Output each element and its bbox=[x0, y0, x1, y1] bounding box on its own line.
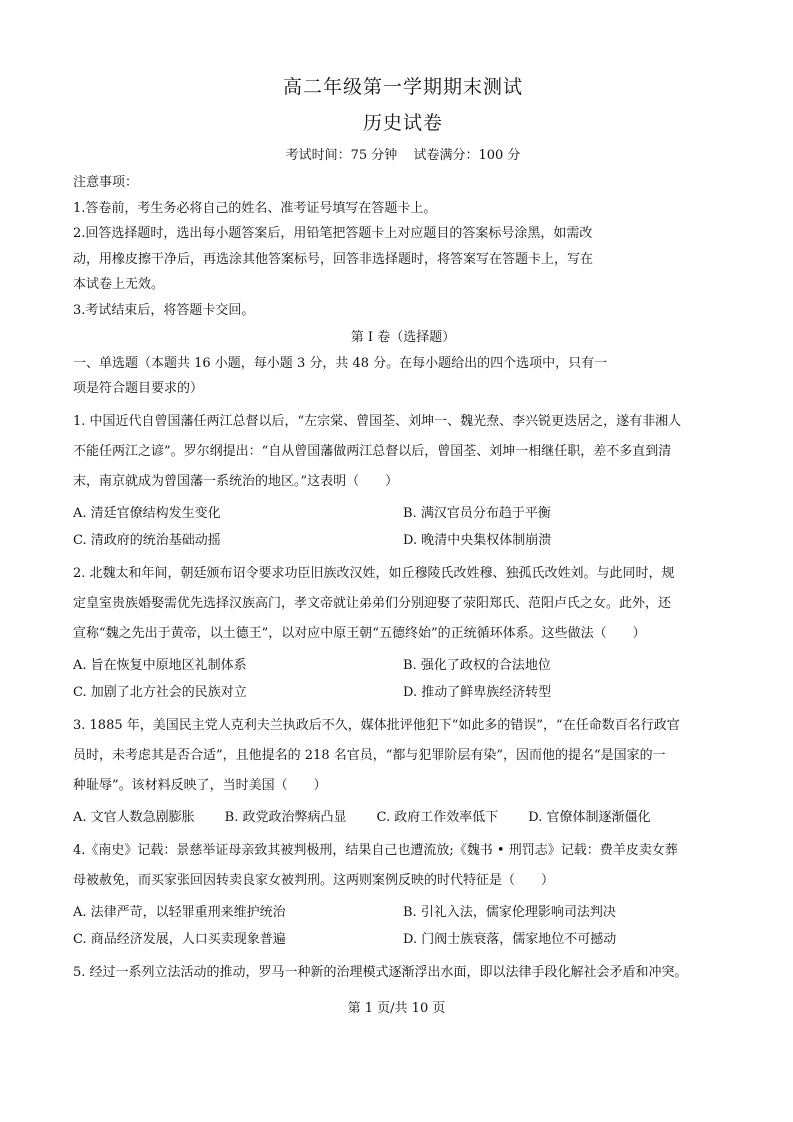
option-a: A. 清廷官僚结构发生变化 bbox=[73, 505, 221, 521]
question-text-line: 4.《南史》记载：景慈举证母亲致其被判极刑，结果自己也遭流放;《魏书 • 刑罚志》记载：费羊皮卖女葬 bbox=[73, 842, 678, 858]
question-text-line: 定皇室贵族婚娶需优先选择汉族高门，孝文帝就让弟弟们分别迎娶了荥阳郑氏、范阳卢氏之女。此外，还 bbox=[73, 595, 672, 611]
option-b: B. 引礼入法，儒家伦理影响司法判决 bbox=[403, 904, 616, 920]
question-text-line: 母被赦免，而买家张回因转卖良家女被判刑。这两则案例反映的时代特征是（ ） bbox=[73, 872, 555, 888]
option-b: B. 政党政治弊病凸显 bbox=[224, 809, 347, 825]
option-b: B. 满汉官员分布趋于平衡 bbox=[403, 505, 551, 521]
option-c: C. 加剧了北方社会的民族对立 bbox=[73, 684, 247, 700]
notes-line: 3.考试结束后，将答题卡交回。 bbox=[73, 302, 255, 318]
question-text-line: 5. 经过一系列立法活动的推动，罗马一种新的治理模式逐渐浮出水面，即以法律手段化解社会矛盾和冲突。 bbox=[73, 964, 688, 980]
option-c: C. 商品经济发展，人口买卖现象普遍 bbox=[73, 931, 286, 947]
section-instructions bbox=[73, 351, 733, 402]
notes-line: 1.答卷前，考生务必将自己的姓名、准考证号填写在答题卡上。 bbox=[73, 200, 437, 216]
option-b: B. 强化了政权的合法地位 bbox=[403, 657, 551, 673]
question-text-line: 不能任两江之谚”。罗尔纲提出：“自从曾国藩做两江总督以后，曾国荃、刘坤一相继任职，差不多直到清 bbox=[73, 443, 672, 459]
option-c: C. 清政府的统治基础动摇 bbox=[73, 532, 221, 548]
notes-line: 2.回答选择题时，选出每小题答案后，用铅笔把答题卡上对应题目的答案标号涂黑，如需改 bbox=[73, 226, 593, 241]
exam-time: 考试时间：75 分钟 bbox=[285, 148, 398, 163]
page-footer: 第 1 页/共 10 页 bbox=[347, 1001, 446, 1016]
option-d: D. 推动了鲜卑族经济转型 bbox=[403, 684, 552, 700]
exam-meta bbox=[73, 144, 733, 168]
options bbox=[73, 500, 733, 554]
section-title: 第 I 卷（选择题） bbox=[350, 330, 456, 345]
options bbox=[73, 899, 733, 953]
question-1 bbox=[73, 407, 733, 554]
question-text-line: 3. 1885 年，美国民主党人克利夫兰执政后不久，媒体批评他犯下“如此多的错误”，“在任命数百名行政官 bbox=[73, 717, 680, 733]
instruction-line: 项是符合题目要求的） bbox=[73, 381, 204, 396]
question-4 bbox=[73, 836, 733, 953]
question-5 bbox=[73, 958, 733, 988]
exam-subject: 历史试卷 bbox=[362, 112, 443, 134]
option-d: D. 晚清中央集权体制崩溃 bbox=[403, 532, 552, 548]
instruction-line: 一、单选题（本题共 16 小题，每小题 3 分，共 48 分。在每小题给出的四个选项中，只有一 bbox=[73, 355, 608, 371]
question-text-line: 宣称“魏之先出于黄帝，以土德王”，以对应中原王朝“五德终始”的正统循环体系。这些做法（ ） bbox=[73, 625, 646, 641]
notes-line: 本试卷上无效。 bbox=[73, 277, 165, 292]
question-2 bbox=[73, 559, 733, 706]
question-text-line: 1. 中国近代自曾国藩任两江总督以后，“左宗棠、曾国荃、刘坤一、魏光焘、李兴锐更迭居之，遂有非湘人 bbox=[73, 413, 682, 429]
notes-block bbox=[73, 170, 733, 323]
option-c: C. 政府工作效率低下 bbox=[376, 809, 499, 825]
notes-heading: 注意事项： bbox=[73, 175, 139, 190]
question-text-line: 种耻辱”。该材料反映了，当时美国（ ） bbox=[73, 777, 327, 793]
option-d: D. 官僚体制逐渐僵化 bbox=[528, 809, 651, 825]
options bbox=[73, 804, 733, 831]
question-text-line: 员时，未考虑其是否合适”，且他提名的 218 名官员，“都与犯罪阶层有染”，因而他的提名“是国家的一 bbox=[73, 747, 666, 763]
options bbox=[73, 652, 733, 706]
notes-line: 动，用橡皮擦干净后，再选涂其他答案标号，回答非选择题时，将答案写在答题卡上，写在 bbox=[73, 251, 594, 267]
option-a: A. 旨在恢复中原地区礼制体系 bbox=[73, 657, 247, 673]
question-text-line: 2. 北魏太和年间，朝廷颁布诏令要求功臣旧族改汉姓，如丘穆陵氏改姓穆、独孤氏改姓刘。与此同时，规 bbox=[73, 565, 675, 581]
option-a: A. 法律严苛，以轻罪重刑来维护统治 bbox=[73, 904, 286, 920]
question-text-line: 末，南京就成为曾国藩一系统治的地区。”这表明（ ） bbox=[73, 473, 399, 489]
question-3 bbox=[73, 711, 733, 831]
option-a: A. 文官人数急剧膨胀 bbox=[73, 809, 195, 825]
exam-score: 试卷满分：100 分 bbox=[413, 148, 521, 163]
exam-title: 高二年级第一学期期末测试 bbox=[282, 76, 523, 98]
option-d: D. 门阀士族衰落，儒家地位不可撼动 bbox=[403, 931, 617, 947]
